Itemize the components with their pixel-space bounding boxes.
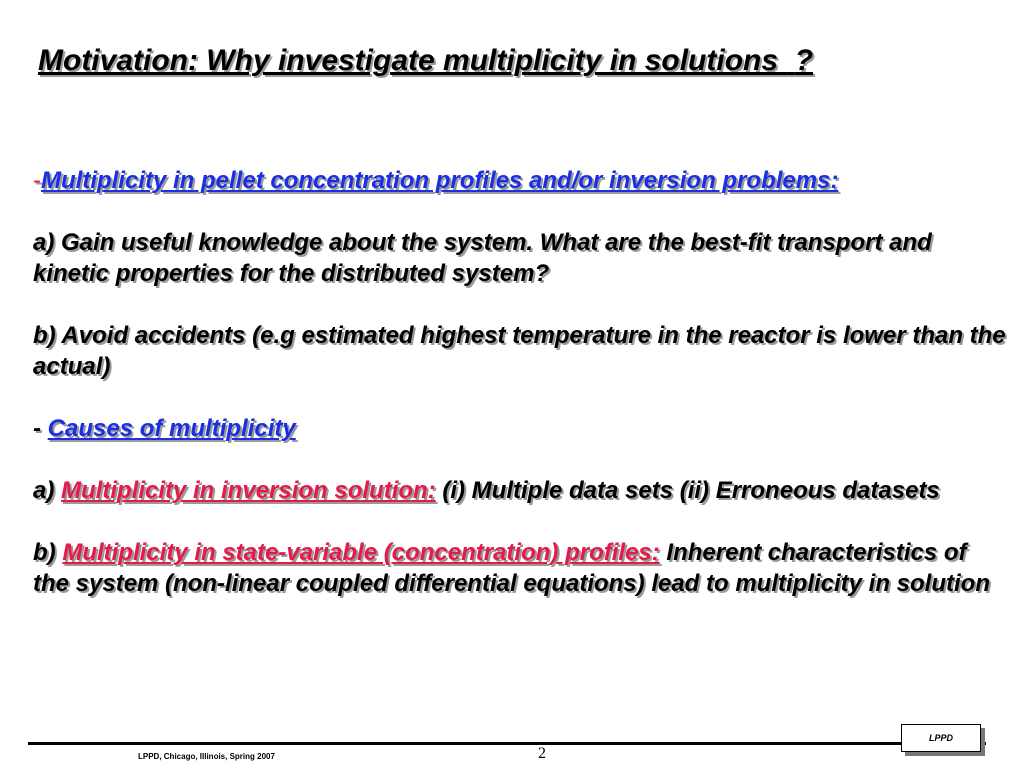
lppd-logo-text: LPPD: [928, 733, 953, 743]
section2-item-b-prefix: b): [33, 539, 63, 566]
section1-dash: -: [33, 167, 41, 194]
section2-item-a-text: (i) Multiple data sets (ii) Erroneous datasets: [435, 477, 940, 504]
title-space: [786, 44, 794, 77]
footer-caption: LPPD, Chicago, Illinois, Spring 2007: [138, 752, 275, 761]
slide-body: [33, 165, 1008, 599]
section2-item-a-heading: Multiplicity in inversion solution:: [61, 477, 436, 504]
section2-item-a-prefix: a): [33, 477, 62, 504]
section2-item-a: [33, 475, 1008, 506]
section1-heading: Multiplicity in pellet concentration profiles and/or inversion problems:: [41, 167, 839, 194]
spacer: [33, 382, 1008, 413]
section2-item-b: [33, 537, 1008, 599]
spacer: [33, 444, 1008, 475]
slide-title: [38, 44, 813, 78]
spacer: [33, 506, 1008, 537]
spacer: [33, 289, 1008, 320]
lppd-logo-box: [901, 724, 981, 752]
section2-dash: -: [33, 415, 48, 442]
section2-item-b-heading: Multiplicity in state-variable (concentration) profiles:: [62, 539, 660, 566]
slide-title-question-mark: ?: [794, 44, 814, 77]
slide-title-text: Motivation: Why investigate multiplicity in solutions: [38, 44, 779, 77]
spacer: [33, 196, 1008, 227]
section2-heading-line: [33, 413, 1008, 444]
section1-point-b: b) Avoid accidents (e.g estimated highest temperature in the reactor is lower than the actual): [33, 322, 1006, 380]
section1-heading-line: [33, 165, 1008, 196]
section1-point-a: a) Gain useful knowledge about the system. What are the best-fit transport and kinetic properties for the distributed system?: [33, 229, 932, 287]
section2-heading: Causes of multiplicity: [47, 415, 296, 442]
page-number: 2: [538, 745, 546, 762]
footer-divider: [28, 742, 986, 745]
section2-item-b-text: Inherent characteristics of the system (non-linear coupled differential equations) lead to multiplicity in solution: [33, 539, 990, 597]
